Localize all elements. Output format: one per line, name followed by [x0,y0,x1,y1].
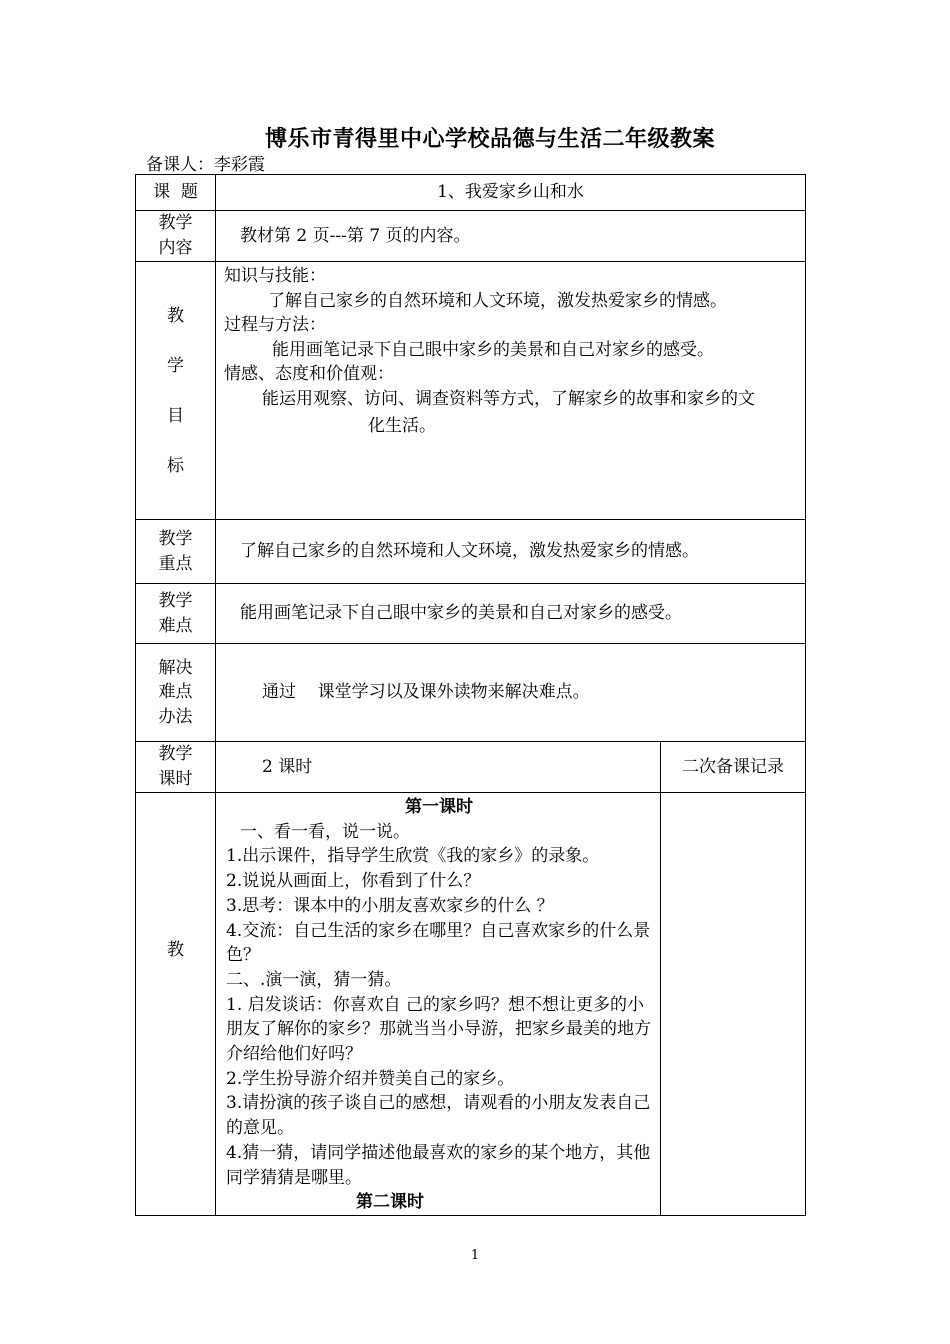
difficulties-label [136,584,216,644]
second-prep-notes [661,793,806,1216]
lesson1-title: 第一课时 [405,797,473,817]
knowledge-text: 了解自己家乡的自然环境和人文环境，激发热爱家乡的情感。 [268,290,727,311]
difficulties-label-line2: 难点 [158,615,193,636]
content-label [136,211,216,262]
content-value: 教材第 2 页---第 7 页的内容。 [216,211,806,262]
process-line: 4.猜一猜，请同学描述他最喜欢的家乡的某个地方，其他同学猜猜是哪里。 [226,1142,651,1188]
lesson-plan-table [135,174,806,1216]
goals-label-char: 目 [167,405,184,426]
hours-label-line2: 课时 [158,769,193,789]
process-text: 能用画笔记录下自己眼中家乡的美景和自己对家乡的感受。 [272,339,714,360]
topic-value: 1、我爱家乡山和水 [216,175,806,211]
emotion-title: 情感、态度和价值观： [224,364,394,384]
row-hours [136,742,806,793]
goals-label-char: 学 [167,355,184,376]
lesson2-title: 第二课时 [356,1192,424,1213]
process-title: 过程与方法： [224,315,326,335]
key-points-label-line1: 教学 [158,528,193,549]
key-points-label-line2: 重点 [158,553,193,574]
solution-label-line1: 解决 [158,657,193,678]
emotion-text-cont: 化生活。 [368,416,436,436]
process-line: 1.出示课件，指导学生欣赏《我的家乡》的录象。 [226,846,600,867]
document-title: 博乐市青得里中心学校品德与生活二年级教案 [264,126,715,152]
row-solution [136,644,806,742]
process-content [216,793,661,1216]
goals-content [216,262,806,520]
topic-label: 课 题 [136,175,216,211]
hours-value: 2 课时 [216,742,661,793]
key-points-label [136,520,216,584]
hours-label-line1: 教学 [158,744,193,765]
row-content [136,211,806,262]
row-goals [136,262,806,520]
content-label-line1: 教学 [158,213,193,234]
row-topic [136,175,806,211]
goals-label [136,262,216,520]
difficulties-value: 能用画笔记录下自己眼中家乡的美景和自己对家乡的感受。 [216,584,806,644]
preparer-line: 备课人：李彩霞 [146,155,265,175]
process-line: 二、.演一演，猜一猜。 [226,969,402,990]
process-line: 2.学生扮导游介绍并赞美自己的家乡。 [226,1068,515,1089]
solution-value: 通过 课堂学习以及课外读物来解决难点。 [216,644,806,742]
process-line: 1. 启发谈话：你喜欢自 己的家乡吗？想不想让更多的小朋友了解你的家乡？那就当当小导游，把家乡最美的地方介绍给他们好吗？ [226,994,651,1065]
row-difficulties [136,584,806,644]
hours-label [136,742,216,793]
process-line: 2.说说从画面上，你看到了什么？ [226,871,481,892]
process-label: 教 [136,793,216,1216]
knowledge-title: 知识与技能： [224,266,326,286]
content-label-line2: 内容 [158,238,193,258]
process-line: 4.交流：自己生活的家乡在哪里？自己喜欢家乡的什么景色？ [226,920,651,966]
goals-label-char: 标 [167,455,184,476]
process-line: 3.请扮演的孩子谈自己的感想，请观看的小朋友发表自己的意见。 [226,1093,651,1139]
key-points-value: 了解自己家乡的自然环境和人文环境，激发热爱家乡的情感。 [216,520,806,584]
difficulties-label-line1: 教学 [158,590,193,611]
emotion-text: 能运用观察、访问、调查资料等方式，了解家乡的故事和家乡的文 [262,388,755,409]
goals-label-char: 教 [167,305,184,326]
process-line: 一、看一看，说一说。 [240,821,410,842]
row-key-points [136,520,806,584]
process-line: 3.思考：课本中的小朋友喜欢家乡的什么 ？ [226,895,554,916]
row-process [136,793,806,1216]
page-number: 1 [470,1248,480,1263]
solution-label-line3: 办法 [158,706,193,727]
solution-label-line2: 难点 [158,682,193,703]
second-prep-header: 二次备课记录 [661,742,806,793]
solution-label [136,644,216,742]
